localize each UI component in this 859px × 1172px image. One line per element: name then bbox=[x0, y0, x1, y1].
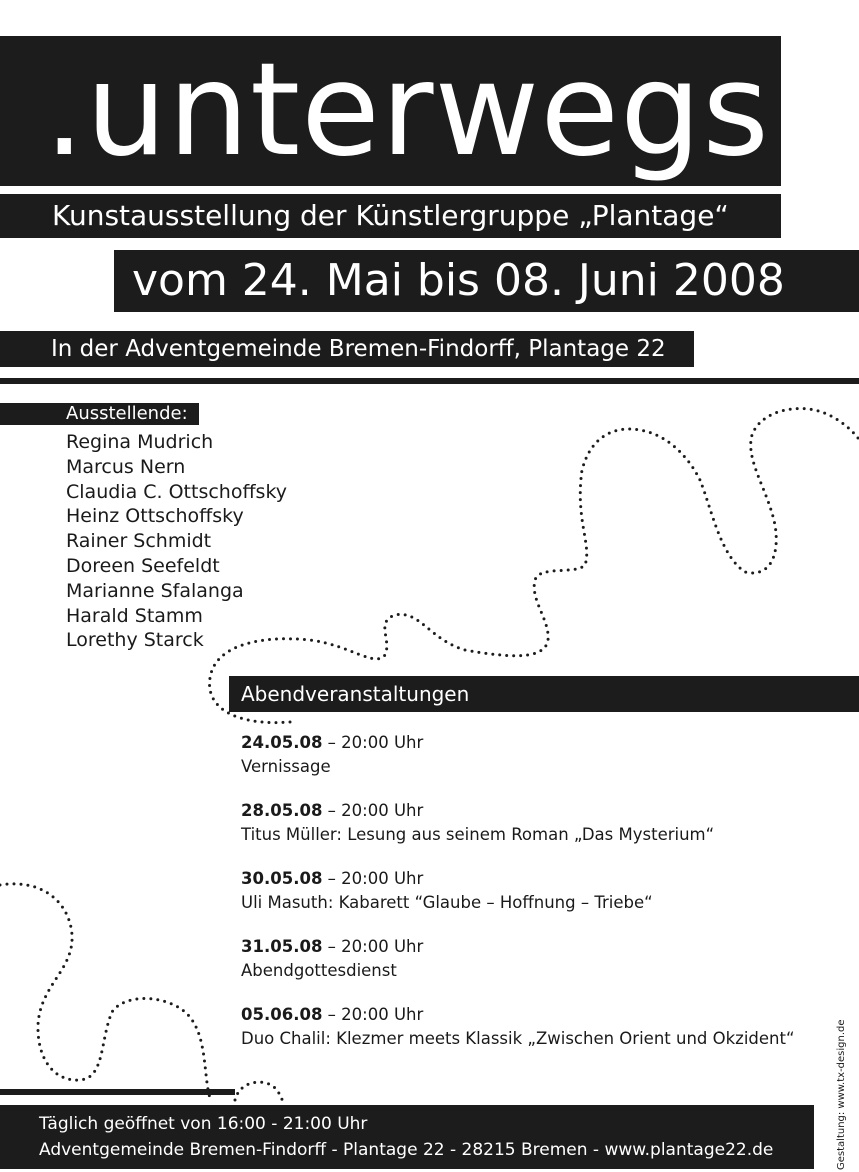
event-time: – 20:00 Uhr bbox=[322, 733, 424, 752]
event-item bbox=[241, 731, 795, 778]
event-time: – 20:00 Uhr bbox=[322, 869, 424, 888]
events-heading: Abendveranstaltungen bbox=[229, 676, 859, 712]
exhibition-dates: vom 24. Mai bis 08. Juni 2008 bbox=[114, 250, 859, 312]
exhibition-subtitle: Kunstausstellung der Künstlergruppe „Plantage“ bbox=[0, 194, 781, 238]
exhibition-location: In der Adventgemeinde Bremen-Findorff, Plantage 22 bbox=[0, 331, 694, 367]
exhibitor-name: Doreen Seefeldt bbox=[66, 554, 220, 577]
exhibitors-label: Ausstellende: bbox=[58, 403, 199, 425]
address-line: Adventgemeinde Bremen-Findorff - Plantage 22 - 28215 Bremen - www.plantage22.de bbox=[39, 1140, 774, 1160]
footer-info bbox=[0, 1105, 814, 1169]
opening-hours: Täglich geöffnet von 16:00 - 21:00 Uhr bbox=[39, 1114, 368, 1134]
bottom-divider-line bbox=[0, 1089, 235, 1095]
exhibitor-name: Marianne Sfalanga bbox=[66, 579, 244, 602]
event-description: Duo Chalil: Klezmer meets Klassik „Zwischen Orient und Okzident“ bbox=[241, 1028, 795, 1048]
design-credit: Gestaltung: www.tx-design.de bbox=[836, 1019, 847, 1170]
event-item bbox=[241, 1003, 795, 1050]
event-date: 24.05.08 bbox=[241, 733, 323, 752]
event-item bbox=[241, 867, 795, 914]
exhibitor-name: Rainer Schmidt bbox=[66, 530, 212, 553]
event-time: – 20:00 Uhr bbox=[322, 801, 424, 820]
poster-title: .unterwegs bbox=[0, 36, 781, 186]
event-item bbox=[241, 799, 795, 846]
event-description: Titus Müller: Lesung aus seinem Roman „Das Mysterium“ bbox=[241, 824, 715, 844]
exhibitor-name: Marcus Nern bbox=[66, 455, 186, 478]
event-date: 31.05.08 bbox=[241, 937, 323, 956]
exhibitors-list bbox=[66, 430, 287, 653]
event-description: Abendgottesdienst bbox=[241, 960, 397, 980]
event-description: Vernissage bbox=[241, 756, 331, 776]
event-time: – 20:00 Uhr bbox=[322, 1005, 424, 1024]
event-date: 05.06.08 bbox=[241, 1005, 323, 1024]
events-list bbox=[241, 731, 795, 1071]
event-date: 30.05.08 bbox=[241, 869, 323, 888]
exhibitor-name: Claudia C. Ottschoffsky bbox=[66, 480, 288, 503]
divider-line bbox=[0, 378, 859, 384]
exhibitor-name: Harald Stamm bbox=[66, 604, 203, 627]
exhibitor-name: Regina Mudrich bbox=[66, 431, 214, 453]
event-item bbox=[241, 935, 795, 982]
exhibitor-name: Heinz Ottschoffsky bbox=[66, 505, 244, 528]
event-description: Uli Masuth: Kabarett “Glaube – Hoffnung – Triebe“ bbox=[241, 892, 653, 912]
event-date: 28.05.08 bbox=[241, 801, 323, 820]
exhibitor-name: Lorethy Starck bbox=[66, 629, 204, 652]
event-time: – 20:00 Uhr bbox=[322, 937, 424, 956]
